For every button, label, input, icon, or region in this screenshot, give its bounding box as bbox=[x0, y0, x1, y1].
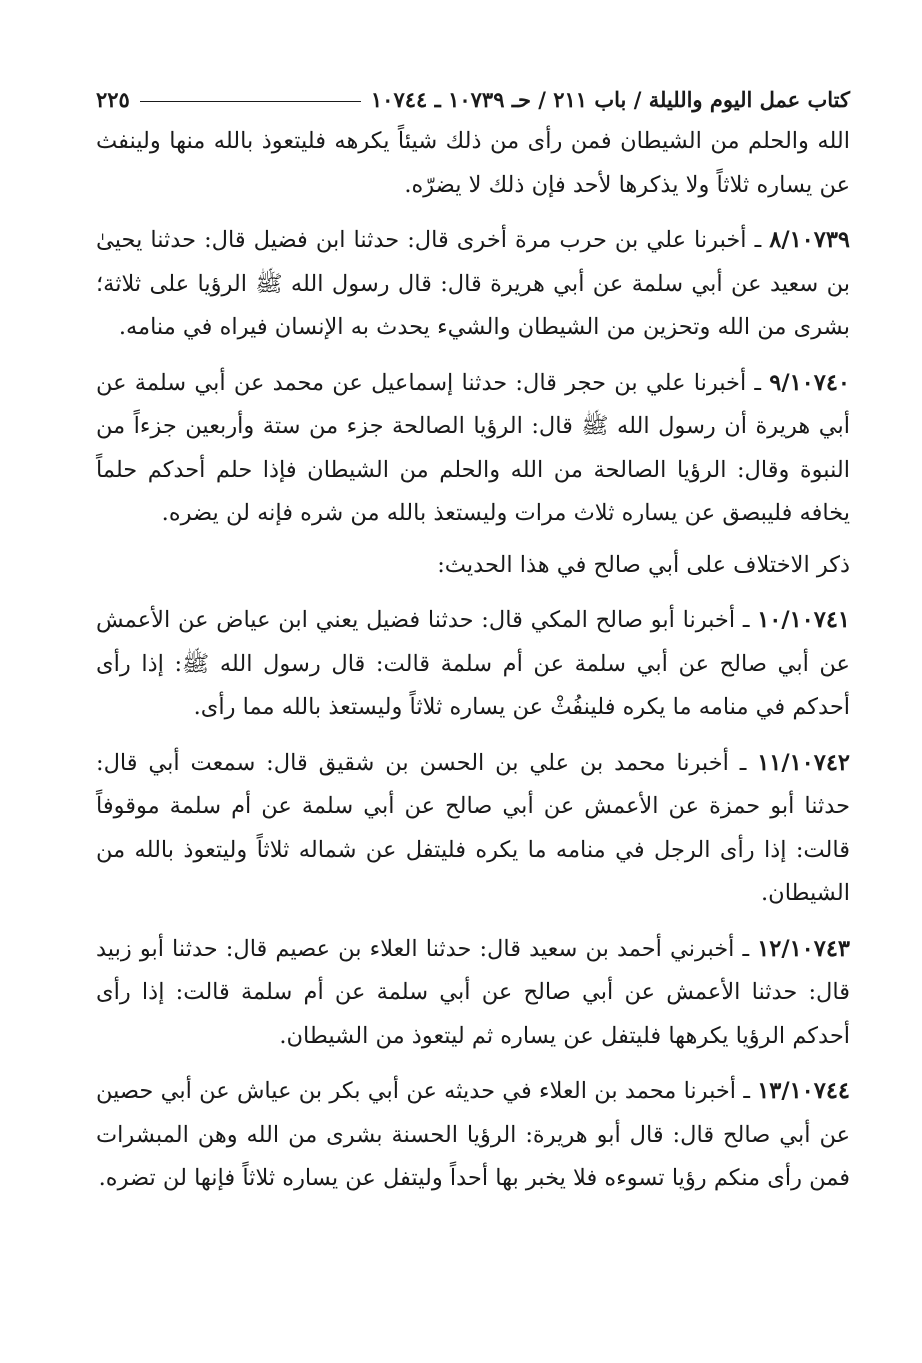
section-note-text: ذكر الاختلاف على أبي صالح في هذا الحديث: bbox=[437, 551, 850, 578]
hadith-entry-10742 bbox=[96, 742, 850, 916]
hadith-number: ٩/١٠٧٤٠ bbox=[769, 369, 850, 396]
section-note bbox=[96, 544, 850, 588]
hadith-text: ـ أخبرنا محمد بن علي بن الحسن بن شقيق قال: سمعت أبي قال: حدثنا أبو حمزة عن الأعمش عن أبي صالح عن أبي سلمة عن أم سلمة موقوفاً قالت: إذا رأى الرجل في منامه ما يكره فليتفل عن شماله ثلاثاً وليتعوذ بالله من الشيطان. bbox=[96, 749, 850, 906]
hadith-number: ٨/١٠٧٣٩ bbox=[769, 227, 850, 253]
hadith-text: ـ أخبرني أحمد بن سعيد قال: حدثنا العلاء بن عصيم قال: حدثنا أبو زبيد قال: حدثنا الأعمش عن أبي صالح عن أبي سلمة عن أم سلمة قالت: إذا رأى أحدكم الرؤيا يكرهها فليتفل عن يساره ثم ليتعوذ من الشيطان. bbox=[96, 935, 850, 1049]
continuation-paragraph bbox=[96, 120, 850, 207]
hadith-entry-10741 bbox=[96, 599, 850, 730]
header-rule bbox=[140, 101, 361, 102]
hadith-text: ـ أخبرنا محمد بن العلاء في حديثه عن أبي بكر بن عياش عن أبي حصين عن أبي صالح قال: قال أبو هريرة: الرؤيا الحسنة بشرى من الله وهن المبشرات فمن رأى منكم رؤيا تسوءه فلا يخبر بها أحداً وليتفل عن يساره ثلاثاً فإنها لن تضره. bbox=[96, 1078, 850, 1191]
hadith-text: ـ أخبرنا أبو صالح المكي قال: حدثنا فضيل يعني ابن عياض عن الأعمش عن أبي صالح عن أبي سلمة عن أم سلمة قالت: قال رسول الله ﷺ: إذا رأى أحدكم في منامه ما يكره فلينفُثْ عن يساره ثلاثاً وليستعذ بالله مما رأى. bbox=[96, 607, 850, 720]
continuation-text: الله والحلم من الشيطان فمن رأى من ذلك شيئاً يكرهه فليتعوذ بالله منها ولينفث عن يساره ثلاثاً ولا يذكرها لأحد فإن ذلك لا يضرّه. bbox=[96, 128, 850, 198]
hadith-number: ١١/١٠٧٤٢ bbox=[757, 749, 850, 776]
running-title: كتاب عمل اليوم والليلة / باب ٢١١ / حـ ١٠٧٣٩ ـ ١٠٧٤٤ bbox=[370, 86, 850, 112]
hadith-entry-10743 bbox=[96, 928, 850, 1059]
hadith-number: ١٣/١٠٧٤٤ bbox=[757, 1078, 850, 1104]
hadith-entry-10739 bbox=[96, 219, 850, 350]
hadith-number: ١٠/١٠٧٤١ bbox=[757, 607, 850, 633]
running-header bbox=[96, 82, 850, 116]
document-page bbox=[96, 82, 850, 1201]
hadith-entry-10744 bbox=[96, 1070, 850, 1201]
hadith-text: ـ أخبرنا علي بن حرب مرة أخرى قال: حدثنا ابن فضيل قال: حدثنا يحيىٰ بن سعيد عن أبي سلمة عن أبي هريرة قال: قال رسول الله ﷺ الرؤيا على ثلاثة؛ بشرى من الله وتحزين من الشيطان والشيء يحدث به الإنسان فيراه في منامه. bbox=[96, 227, 850, 340]
hadith-entry-10740 bbox=[96, 362, 850, 536]
hadith-text: ـ أخبرنا علي بن حجر قال: حدثنا إسماعيل عن محمد عن أبي سلمة عن أبي هريرة أن رسول الله ﷺ قال: الرؤيا الصالحة جزء من ستة وأربعين جزءاً من النبوة وقال: الرؤيا الصالحة من الله والحلم من الشيطان فإذا حلم أحدكم حلماً يخافه فليبصق عن يساره ثلاث مرات وليستعذ بالله من شره فإنه لن يضره. bbox=[96, 369, 850, 526]
hadith-number: ١٢/١٠٧٤٣ bbox=[757, 935, 850, 962]
page-number: ٢٢٥ bbox=[96, 86, 130, 112]
